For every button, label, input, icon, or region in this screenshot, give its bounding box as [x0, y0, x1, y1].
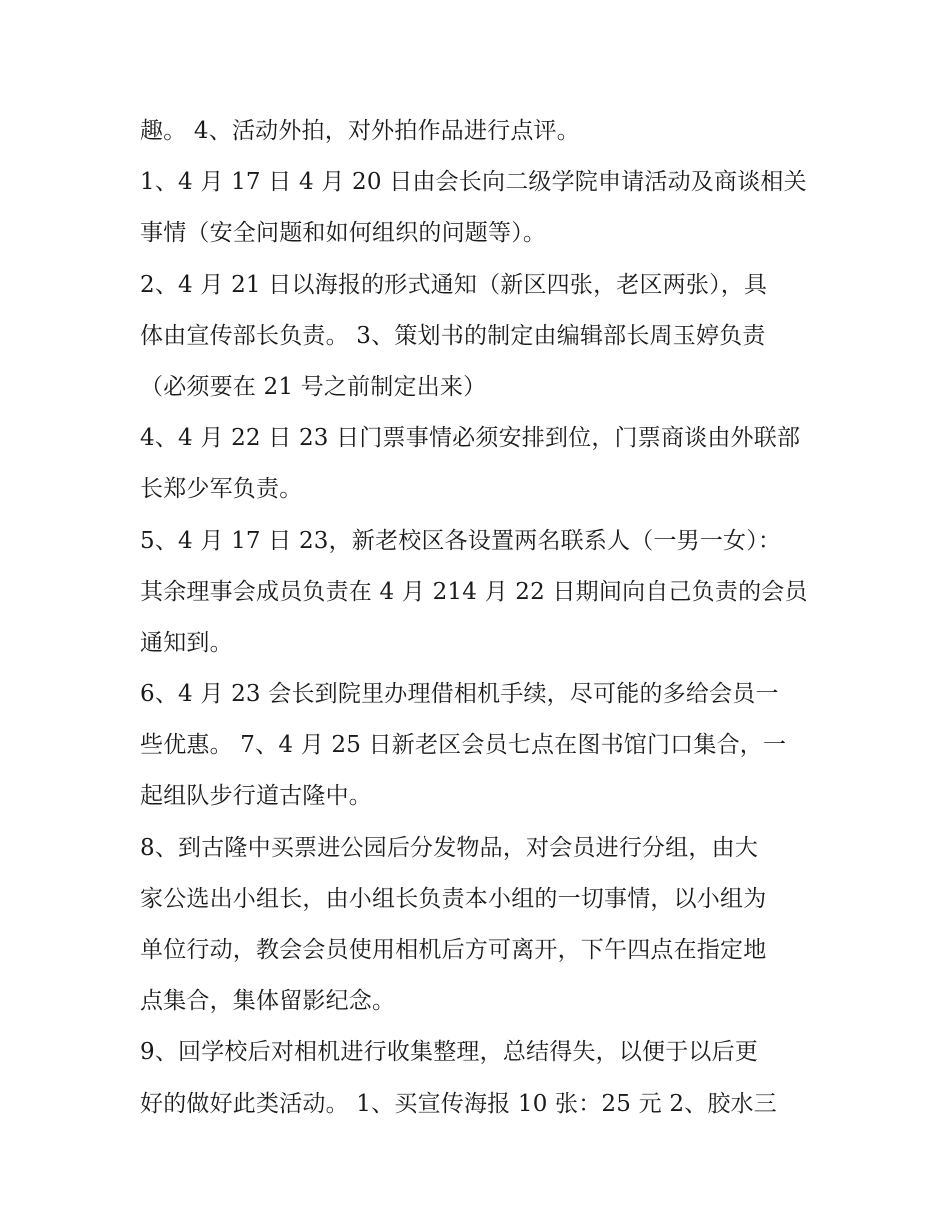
text-line: 通知到。	[140, 629, 233, 656]
text-line: 好的做好此类活动。 1、买宣传海报 10 张：25 元 2、胶水三	[140, 1090, 777, 1117]
text-line: 体由宣传部长负责。 3、策划书的制定由编辑部长周玉婷负责	[140, 322, 766, 349]
text-line: 起组队步行道古隆中。	[140, 783, 372, 810]
text-line: 4、4 月 22 日 23 日门票事情必须安排到位，门票商谈由外联部	[140, 425, 801, 452]
text-line: 家公选出小组长，由小组长负责本小组的一切事情，以小组为	[140, 885, 767, 912]
text-line: 2、4 月 21 日以海报的形式通知（新区四张，老区两张），具	[140, 271, 768, 298]
text-line: 5、4 月 17 日 23，新老校区各设置两名联系人（一男一女）：	[140, 527, 782, 554]
text-line: 事情（安全问题和如何组织的问题等）。	[140, 220, 547, 247]
text-line: 6、4 月 23 会长到院里办理借相机手续，尽可能的多给会员一	[140, 681, 779, 708]
text-line: 其余理事会成员负责在 4 月 214 月 22 日期间向自己负责的会员	[140, 578, 808, 605]
text-line: （必须要在 21 号之前制定出来）	[140, 373, 487, 400]
text-line: 8、到古隆中买票进公园后分发物品，对会员进行分组，由大	[140, 834, 759, 861]
text-line: 点集合，集体留影纪念。	[140, 988, 396, 1015]
text-line: 单位行动，教会会员使用相机后方可离开，下午四点在指定地	[140, 937, 767, 963]
document-body	[140, 106, 820, 1130]
text-line: 趣。 4、活动外拍，对外拍作品进行点评。	[140, 118, 580, 144]
text-line: 9、回学校后对相机进行收集整理，总结得失，以便于以后更	[140, 1039, 759, 1066]
text-line: 长郑少军负责。	[140, 476, 303, 503]
text-line: 1、4 月 17 日 4 月 20 日由会长向二级学院申请活动及商谈相关	[140, 169, 807, 196]
text-line: 些优惠。 7、4 月 25 日新老区会员七点在图书馆门口集合，一	[140, 732, 787, 759]
